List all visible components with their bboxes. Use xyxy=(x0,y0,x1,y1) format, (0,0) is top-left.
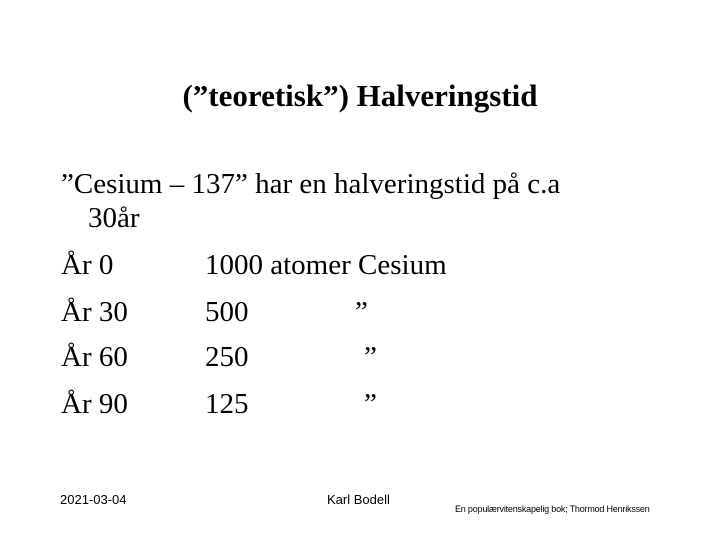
row-year: År 0 xyxy=(61,249,114,281)
ditto-mark: ” xyxy=(364,388,377,420)
row-year: År 60 xyxy=(61,341,128,373)
row-count: 250 xyxy=(205,341,249,373)
row-count: 1000 atomer Cesium xyxy=(205,249,447,281)
ditto-mark: ” xyxy=(364,341,377,373)
footer-source: En populærvitenskapelig bok; Thormod Henrikssen xyxy=(455,504,650,514)
slide-title: (”teoretisk”) Halveringstid xyxy=(182,78,538,113)
intro-text-line-2: 30år xyxy=(88,202,140,234)
row-year: År 90 xyxy=(61,388,128,420)
row-year: År 30 xyxy=(61,296,128,328)
row-count: 500 xyxy=(205,296,249,328)
footer-date: 2021-03-04 xyxy=(60,492,127,507)
intro-text-line-1: ”Cesium – 137” har en halveringstid på c.a xyxy=(61,168,561,200)
ditto-mark: ” xyxy=(355,296,368,328)
footer-author: Karl Bodell xyxy=(327,492,390,507)
row-count: 125 xyxy=(205,388,249,420)
